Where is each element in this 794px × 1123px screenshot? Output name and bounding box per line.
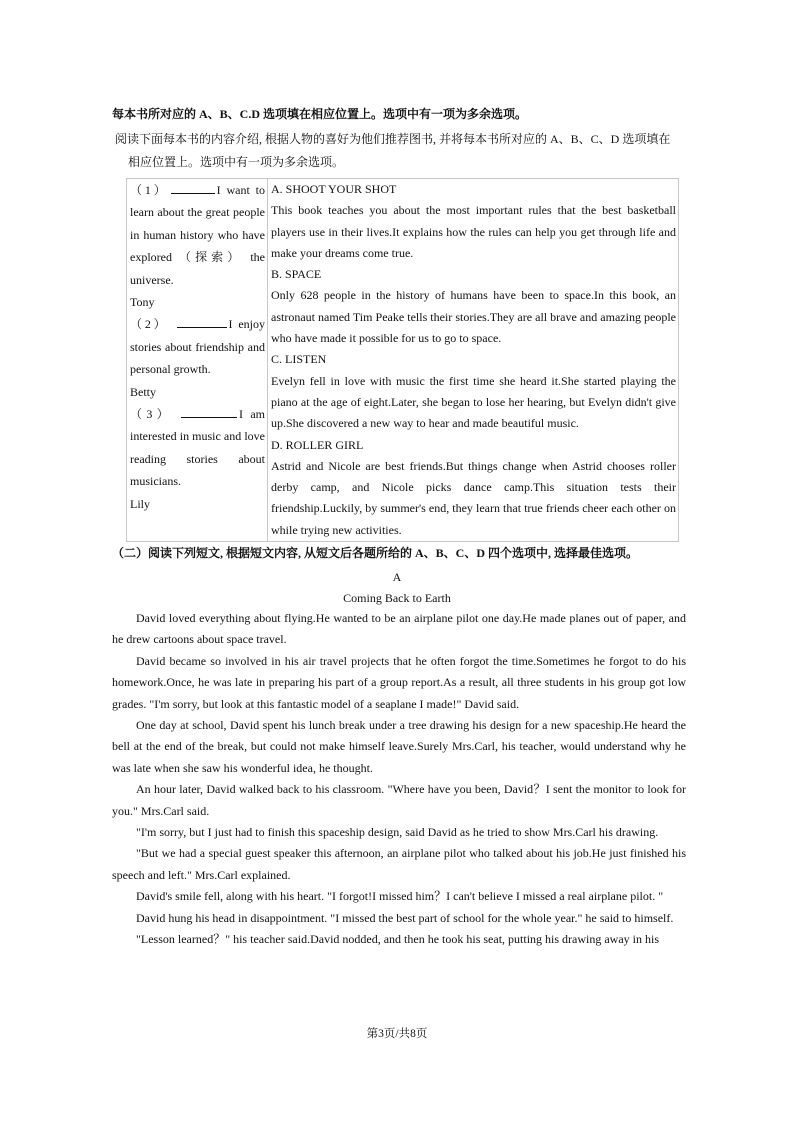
person-2 <box>130 313 265 403</box>
paragraph-text: "I'm sorry, but I just had to finish this spaceship design, said David as he tried to show Mrs.Carl his drawing. <box>136 825 659 840</box>
passage-part-label: A <box>392 570 402 584</box>
paragraph <box>112 908 686 929</box>
person-2-text: I enjoy stories about friendship and personal growth. <box>130 317 265 377</box>
paragraph-text: "But we had a special guest speaker this afternoon, an airplane pilot who talked about his job.He just finished his speech and left." Mrs.Carl explained. <box>112 846 686 882</box>
person-2-number: （2） <box>130 317 169 332</box>
people-column <box>127 179 268 542</box>
paragraph <box>112 843 686 886</box>
books-column <box>268 179 679 542</box>
person-2-name: Betty <box>130 384 156 399</box>
paragraph-text: David loved everything about flying.He wanted to be an airplane pilot one day.He made planes out of paper, and he drew cartoons about space travel. <box>112 611 686 647</box>
person-1-name: Tony <box>130 295 155 310</box>
book-b-title: B. SPACE <box>271 267 322 282</box>
book-c-text: Evelyn fell in love with music the first time she heard it.She started playing the piano at the age of eight.Later, she began to lose her hearing, but Evelyn didn't give up.She discovered a new way to hear and made beautiful music. <box>271 373 676 431</box>
person-3 <box>130 403 265 515</box>
paragraph-text: An hour later, David walked back to his classroom. "Where have you been, David？I sent the monitor to look for you." Mrs.Carl said. <box>112 782 686 818</box>
paragraph <box>112 886 686 907</box>
person-3-number: （3） <box>130 407 173 422</box>
person-1-text: I want to learn about the great people in human history who have explored （探索） the universe. <box>130 183 265 287</box>
person-3-text: I am interested in music and love reading stories about musicians. <box>130 407 265 489</box>
passage-title: Coming Back to Earth <box>343 591 451 605</box>
paragraph <box>112 651 686 715</box>
paragraph <box>112 822 686 843</box>
book-d-title: D. ROLLER GIRL <box>271 437 364 452</box>
book-a <box>271 179 676 264</box>
paragraph-text: David became so involved in his air travel projects that he often forgot the time.Sometimes he forgot to do his homework.Once, he was late in preparing his part of a group report.As a result, all three students in his group got low grades. "I'm sorry, but look at this fantastic model of a seaplane I made!" David said. <box>112 653 686 711</box>
book-b <box>271 264 676 349</box>
person-1 <box>130 179 265 313</box>
book-d <box>271 435 676 541</box>
book-c-title: C. LISTEN <box>271 352 327 367</box>
passage-body <box>112 608 686 951</box>
paragraph-text: One day at school, David spent his lunch break under a tree drawing his design for a new spaceship.He heard the bell at the end of the break, but could not make himself leave.Surely Mrs.Carl, his teacher, would understand why he was late when she saw his wonderful idea, he thought. <box>112 718 686 775</box>
instruction-line-1: 阅读下面每本书的内容介绍, 根据人物的喜好为他们推荐图书, 并将每本书所对应的 A、B、C、D 选项填在 <box>115 132 671 146</box>
book-d-text: Astrid and Nicole are best friends.But things change when Astrid chooses roller derby camp, and Nicole picks dance camp.This situation tests their friendship.Luckily, by summer's end, they learn that true friends cheer each other on while trying new activities. <box>271 458 676 537</box>
paragraph <box>112 608 686 651</box>
answer-blank-1[interactable] <box>171 181 215 194</box>
paragraph-text: "Lesson learned？" his teacher said.David nodded, and then he took his seat, putting his drawing away in his <box>136 932 660 947</box>
paragraph <box>112 929 686 950</box>
page-footer: 第3页/共8页 <box>366 1028 428 1040</box>
paragraph-text: David's smile fell, along with his heart. "I forgot!I missed him？I can't believe I missed a real airplane pilot. " <box>136 889 664 904</box>
answer-blank-2[interactable] <box>177 315 227 328</box>
person-1-number: （1） <box>130 183 169 197</box>
book-c <box>271 349 676 434</box>
paragraph-text: David hung his head in disappointment. "I missed the best part of school for the whole year." he said to himself. <box>136 910 674 925</box>
paragraph <box>112 715 686 779</box>
answer-blank-3[interactable] <box>181 405 237 418</box>
book-a-title: A. SHOOT YOUR SHOT <box>271 182 397 196</box>
book-b-text: Only 628 people in the history of humans have been to space.In this book, an astronaut named Tim Peake tells their stories.They are all brave and amazing people who have made it possible for us to go to space. <box>271 288 676 346</box>
book-a-text: This book teaches you about the most important rules that the best basketball players use in their lives.It explains how the rules can help you get through life and make your dreams come true. <box>271 203 676 260</box>
instruction-line-2: 相应位置上。选项中有一项为多余选项。 <box>128 155 345 169</box>
instruction-line-0: 每本书所对应的 A、B、C.D 选项填在相应位置上。选项中有一项为多余选项。 <box>112 107 528 121</box>
paragraph <box>112 779 686 822</box>
matching-table <box>126 178 679 542</box>
section-2-heading: （二）阅读下列短文, 根据短文内容, 从短文后各题所给的 A、B、C、D 四个选项中, 选择最佳选项。 <box>112 546 639 560</box>
person-3-name: Lily <box>130 496 150 511</box>
